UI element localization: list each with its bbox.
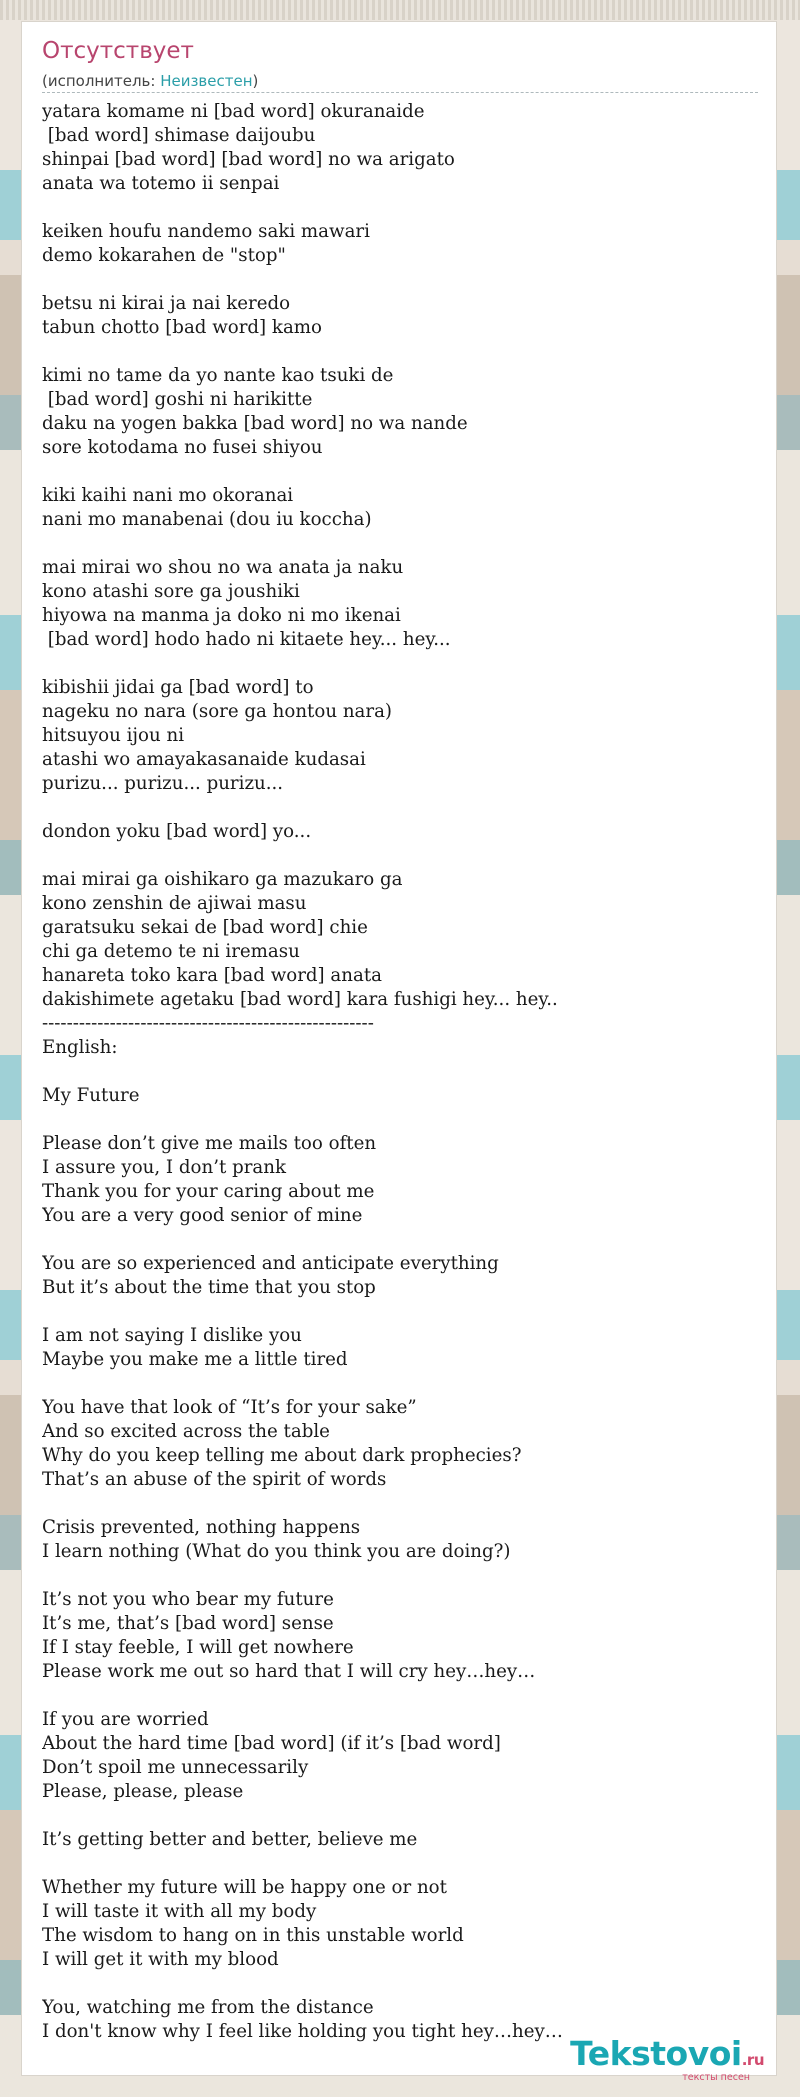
lyric-line bbox=[42, 1564, 758, 1588]
lyric-line: hiyowa na manma ja doko ni mo ikenai bbox=[42, 605, 401, 626]
lyric-line: hanareta toko kara [bad word] anata bbox=[42, 965, 382, 986]
lyric-line bbox=[42, 1228, 758, 1252]
lyric-line: chi ga detemo te ni iremasu bbox=[42, 941, 300, 962]
lyric-line: Thank you for your caring about me bbox=[42, 1181, 375, 1202]
lyric-line: I don't know why I feel like holding you tight hey…hey… bbox=[42, 2021, 563, 2042]
site-logo[interactable] bbox=[568, 2034, 778, 2094]
lyric-line: [bad word] goshi ni harikitte bbox=[42, 389, 313, 410]
lyric-line: It’s me, that’s [bad word] sense bbox=[42, 1613, 334, 1634]
lyric-line: atashi wo amayakasanaide kudasai bbox=[42, 749, 366, 770]
lyric-line bbox=[42, 796, 758, 820]
lyric-line: And so excited across the table bbox=[42, 1421, 330, 1442]
lyric-line bbox=[42, 1492, 758, 1516]
lyric-line: sore kotodama no fusei shiyou bbox=[42, 437, 323, 458]
lyric-line: yatara komame ni [bad word] okuranaide bbox=[42, 101, 425, 122]
lyric-line: garatsuku sekai de [bad word] chie bbox=[42, 917, 368, 938]
lyric-line bbox=[42, 196, 758, 220]
logo-name: Tekstovoi bbox=[570, 2034, 742, 2073]
lyric-line: kono zenshin de ajiwai masu bbox=[42, 893, 307, 914]
lyric-line bbox=[42, 1972, 758, 1996]
lyric-line: Please, please, please bbox=[42, 1781, 244, 1802]
lyric-line: mai mirai ga oishikaro ga mazukaro ga bbox=[42, 869, 403, 890]
lyric-line: [bad word] shimase daijoubu bbox=[42, 125, 316, 146]
lyric-line: dakishimete agetaku [bad word] kara fushigi hey... hey.. bbox=[42, 989, 558, 1010]
lyric-line bbox=[42, 1852, 758, 1876]
lyric-line: I will taste it with all my body bbox=[42, 1901, 317, 1922]
lyric-line bbox=[42, 1804, 758, 1828]
lyric-line: purizu... purizu... purizu... bbox=[42, 773, 284, 794]
lyric-line: If I stay feeble, I will get nowhere bbox=[42, 1637, 354, 1658]
artist-link[interactable]: Неизвестен bbox=[160, 72, 253, 90]
lyric-line bbox=[42, 268, 758, 292]
lyric-line bbox=[42, 1108, 758, 1132]
lyric-line: You are so experienced and anticipate everything bbox=[42, 1253, 499, 1274]
lyric-line: nageku no nara (sore ga hontou nara) bbox=[42, 701, 393, 722]
lyrics-text bbox=[42, 100, 758, 2044]
lyric-line: It’s not you who bear my future bbox=[42, 1589, 334, 1610]
lyric-line bbox=[42, 340, 758, 364]
lyric-line: mai mirai wo shou no wa anata ja naku bbox=[42, 557, 404, 578]
lyric-line: Please work me out so hard that I will cry hey…hey… bbox=[42, 1661, 536, 1682]
lyric-line: You are a very good senior of mine bbox=[42, 1205, 363, 1226]
lyric-line: shinpai [bad word] [bad word] no wa arigato bbox=[42, 149, 455, 170]
lyric-line bbox=[42, 652, 758, 676]
lyric-line: hitsuyou ijou ni bbox=[42, 725, 185, 746]
lyric-line bbox=[42, 1060, 758, 1084]
lyric-line bbox=[42, 532, 758, 556]
lyric-line: kiki kaihi nani mo okoranai bbox=[42, 485, 294, 506]
lyric-line: nani mo manabenai (dou iu koccha) bbox=[42, 509, 372, 530]
lyric-line: Don’t spoil me unnecessarily bbox=[42, 1757, 309, 1778]
lyric-line: You have that look of “It’s for your sake” bbox=[42, 1397, 417, 1418]
lyric-line: kimi no tame da yo nante kao tsuki de bbox=[42, 365, 394, 386]
lyric-line: Maybe you make me a little tired bbox=[42, 1349, 348, 1370]
lyric-line: I learn nothing (What do you think you are doing?) bbox=[42, 1541, 511, 1562]
song-title: Отсутствует bbox=[42, 38, 194, 64]
lyric-line: Whether my future will be happy one or not bbox=[42, 1877, 447, 1898]
lyric-line: daku na yogen bakka [bad word] no wa nande bbox=[42, 413, 468, 434]
logo-tagline: тексты песен bbox=[682, 2072, 750, 2083]
artist-line bbox=[42, 72, 758, 93]
lyric-line: If you are worried bbox=[42, 1709, 209, 1730]
lyric-line: Crisis prevented, nothing happens bbox=[42, 1517, 361, 1538]
lyrics-card bbox=[21, 21, 777, 2076]
lyric-line bbox=[42, 1372, 758, 1396]
lyric-line: The wisdom to hang on in this unstable world bbox=[42, 1925, 464, 1946]
lyric-line: Why do you keep telling me about dark prophecies? bbox=[42, 1445, 522, 1466]
artist-suffix: ) bbox=[252, 72, 259, 90]
lyric-line: English: bbox=[42, 1037, 118, 1058]
lyric-line bbox=[42, 1300, 758, 1324]
lyric-line: That’s an abuse of the spirit of words bbox=[42, 1469, 387, 1490]
lyric-line: It’s getting better and better, believe me bbox=[42, 1829, 418, 1850]
lyric-line: betsu ni kirai ja nai keredo bbox=[42, 293, 291, 314]
lyric-line: [bad word] hodo hado ni kitaete hey... hey... bbox=[42, 629, 451, 650]
lyric-line: You, watching me from the distance bbox=[42, 1997, 374, 2018]
logo-tld: .ru bbox=[741, 2051, 764, 2069]
artist-prefix: (исполнитель: bbox=[42, 72, 161, 90]
lyric-line: keiken houfu nandemo saki mawari bbox=[42, 221, 370, 242]
lyric-line: But it’s about the time that you stop bbox=[42, 1277, 376, 1298]
lyric-line bbox=[42, 1684, 758, 1708]
lyric-line: anata wa totemo ii senpai bbox=[42, 173, 280, 194]
lyric-line: About the hard time [bad word] (if it’s [bad word] bbox=[42, 1733, 501, 1754]
lyric-line: My Future bbox=[42, 1085, 140, 1106]
lyric-line: kibishii jidai ga [bad word] to bbox=[42, 677, 314, 698]
lyric-line: ------------------------------------------------------ bbox=[42, 1013, 374, 1034]
lyric-line bbox=[42, 844, 758, 868]
lyric-line: I will get it with my blood bbox=[42, 1949, 279, 1970]
decorative-top-strip bbox=[0, 0, 800, 20]
lyric-line: dondon yoku [bad word] yo... bbox=[42, 821, 312, 842]
lyric-line: I assure you, I don’t prank bbox=[42, 1157, 286, 1178]
lyric-line: tabun chotto [bad word] kamo bbox=[42, 317, 322, 338]
logo-wordmark bbox=[570, 2034, 764, 2073]
lyric-line: demo kokarahen de "stop" bbox=[42, 245, 286, 266]
lyric-line: I am not saying I dislike you bbox=[42, 1325, 302, 1346]
lyric-line: kono atashi sore ga joushiki bbox=[42, 581, 300, 602]
lyric-line bbox=[42, 460, 758, 484]
lyric-line: Please don’t give me mails too often bbox=[42, 1133, 377, 1154]
